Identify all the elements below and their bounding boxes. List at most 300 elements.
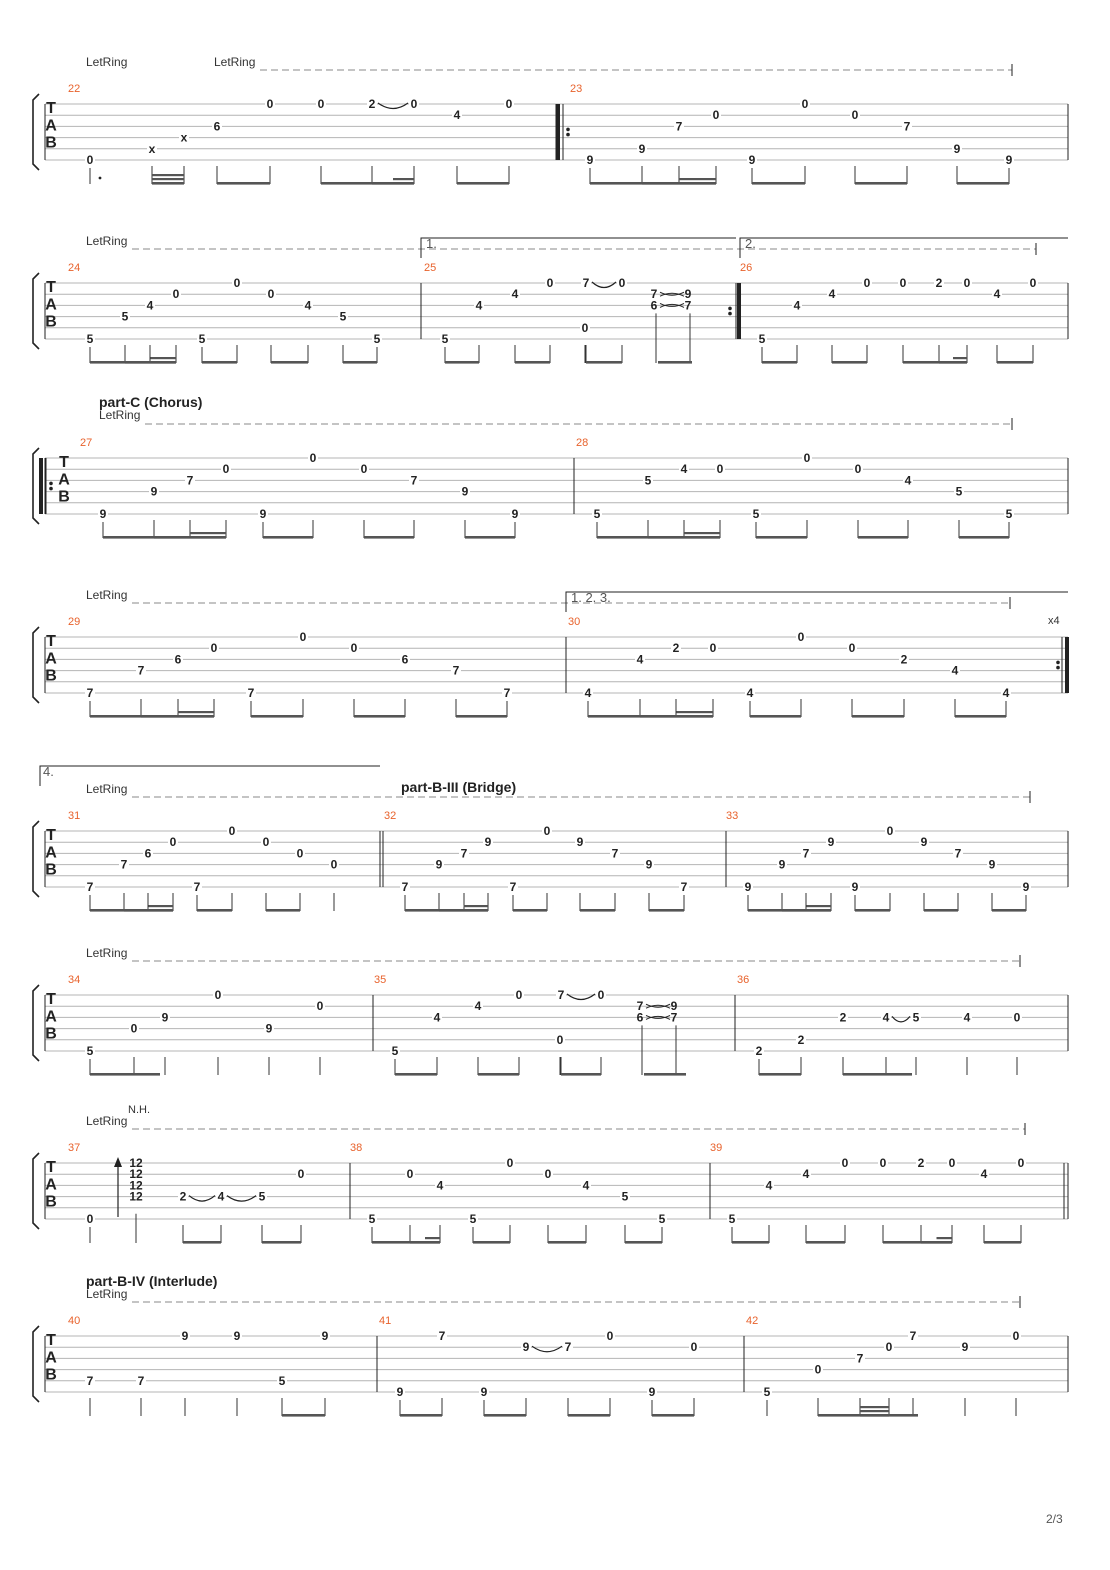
fret-number: 9: [1005, 153, 1013, 167]
tab-clef-letter: T: [46, 1159, 56, 1177]
note-beam: [997, 361, 1033, 364]
fret-number: 0: [544, 1167, 552, 1182]
fret-number: 0: [556, 1032, 564, 1047]
note-beam: [484, 1414, 526, 1417]
fret-number: 0: [716, 462, 724, 477]
repeat-open-thick: [556, 104, 560, 160]
fret-number: 4: [453, 108, 461, 123]
repeat-close-thick: [737, 283, 741, 339]
fret-number: 4: [963, 1010, 971, 1025]
fret-number: 0: [297, 1167, 305, 1182]
note-beam: [759, 1073, 801, 1076]
fret-number: 5: [373, 332, 381, 346]
note-beam: [266, 909, 300, 912]
fret-number: 4: [765, 1178, 773, 1193]
fret-number: 9: [638, 141, 646, 156]
fret-number: 4: [746, 686, 754, 700]
fret-number: 0: [309, 451, 317, 465]
note-beam: [439, 909, 488, 912]
fret-number: 4: [475, 298, 483, 313]
fret-number: 9: [744, 880, 752, 894]
fret-number: 0: [848, 641, 856, 656]
note-beam: [762, 361, 797, 364]
tab-clef-letter: T: [46, 633, 56, 651]
fret-number: 7: [675, 119, 683, 134]
fret-number: 9: [988, 857, 996, 872]
volta-bracket: [740, 238, 1068, 258]
note-beam: [677, 711, 714, 713]
note-beam: [652, 1414, 694, 1417]
repeat-open-thick: [39, 458, 43, 514]
note-beam: [271, 361, 308, 364]
note-beam: [648, 536, 720, 539]
repeat-dot: [49, 482, 53, 486]
fret-number: 9: [748, 153, 756, 167]
repeat-count: x4: [1048, 615, 1060, 627]
note-beam: [852, 715, 904, 718]
staff-system-6: [33, 946, 1068, 1076]
letring-label: LetRing: [99, 408, 141, 422]
fret-number: 4: [680, 462, 688, 477]
fret-number: 7: [802, 846, 810, 861]
tab-clef-letter: A: [45, 1176, 57, 1194]
fret-number: 5: [469, 1212, 477, 1226]
tab-clef-letter: A: [45, 844, 57, 862]
fret-number: 9: [321, 1329, 329, 1343]
note-beam: [992, 909, 1026, 912]
fret-number: 2: [839, 1010, 847, 1025]
staff-system-3: [33, 394, 1068, 539]
fret-number: 5: [86, 332, 94, 346]
fret-number: 7: [611, 846, 619, 861]
note-beam: [939, 361, 967, 364]
fret-number: x: [148, 141, 156, 156]
fret-number: 4: [793, 298, 801, 313]
fret-number: 5: [391, 1044, 399, 1058]
note-beam: [732, 1241, 769, 1244]
fret-number: 0: [360, 462, 368, 477]
staff-bracket: [33, 94, 39, 170]
fret-number: 0: [172, 287, 180, 302]
fret-number: 6: [174, 652, 182, 667]
fret-number: 0: [262, 835, 270, 850]
staff-bracket: [33, 273, 39, 349]
note-beam: [860, 1414, 889, 1417]
measure-number: 28: [576, 437, 589, 449]
fret-number: 7: [86, 1373, 94, 1388]
fret-number: 7: [954, 846, 962, 861]
note-beam: [953, 357, 967, 359]
fret-number: 7: [636, 999, 644, 1014]
fret-number: 0: [581, 320, 589, 335]
note-beam: [959, 536, 1009, 539]
note-beam: [152, 178, 184, 180]
fret-number: 6: [401, 652, 409, 667]
fret-number: 6: [650, 298, 658, 313]
tab-clef-letter: B: [45, 1366, 57, 1384]
fret-number: 4: [951, 663, 959, 678]
fret-number: 0: [299, 630, 307, 644]
fret-number: 7: [452, 663, 460, 678]
fret-number: 0: [222, 462, 230, 477]
fret-number: 5: [86, 1044, 94, 1058]
fret-number: 0: [543, 824, 551, 838]
note-beam: [644, 1073, 686, 1076]
fret-number: x: [180, 130, 188, 145]
note-beam: [625, 1241, 662, 1244]
note-beam: [756, 536, 807, 539]
measure-number: 34: [68, 974, 81, 986]
fret-number: 6: [213, 119, 221, 134]
note-beam: [149, 905, 174, 907]
fret-number: 7: [410, 473, 418, 488]
letring-label: LetRing: [86, 782, 128, 796]
note-beam: [154, 536, 226, 539]
tab-clef-letter: B: [58, 488, 70, 506]
measure-number: 23: [570, 83, 583, 95]
fret-number: 5: [955, 484, 963, 499]
letring-label: LetRing: [86, 55, 128, 69]
tab-clef-letter: B: [45, 1025, 57, 1043]
measure-number: 30: [568, 616, 581, 628]
fret-number: 9: [920, 835, 928, 850]
fret-number: 5: [763, 1385, 771, 1399]
section-title: part-B-IV (Interlude): [86, 1273, 218, 1289]
note-beam: [832, 361, 867, 364]
volta-label: 4.: [43, 764, 54, 779]
fret-number: 2: [917, 1156, 925, 1170]
measure-number: 41: [379, 1315, 392, 1327]
note-beam: [456, 715, 507, 718]
fret-number: 0: [130, 1021, 138, 1036]
fret-number: 0: [330, 857, 338, 872]
fret-number: 0: [316, 999, 324, 1014]
fret-number: 0: [267, 287, 275, 302]
fret-number: 4: [304, 298, 312, 313]
tab-clef-letter: T: [46, 991, 56, 1009]
fret-number: 0: [886, 824, 894, 838]
note-beam: [580, 909, 615, 912]
fret-number: 0: [899, 276, 907, 290]
measure-number: 27: [80, 437, 93, 449]
fret-number: 0: [841, 1156, 849, 1170]
fret-number: 9: [511, 507, 519, 521]
fret-number: 0: [86, 153, 94, 167]
fret-number: 9: [1022, 880, 1030, 894]
letring-label: LetRing: [86, 946, 128, 960]
note-beam: [858, 536, 908, 539]
note-beam: [141, 715, 214, 718]
fret-number: 0: [1029, 276, 1037, 290]
staff-system-8: [33, 1273, 1068, 1417]
fret-number: 4: [980, 1167, 988, 1182]
letring-label: LetRing: [214, 55, 256, 69]
note-beam: [364, 536, 414, 539]
fret-number: 9: [953, 141, 961, 156]
fret-number: 0: [803, 451, 811, 465]
fret-number: 7: [186, 473, 194, 488]
note-beam: [464, 905, 489, 907]
note-beam: [860, 1406, 889, 1408]
fret-number: 0: [690, 1340, 698, 1355]
measure-number: 32: [384, 810, 397, 822]
note-beam: [178, 711, 215, 713]
staff-system-7: [33, 1104, 1068, 1244]
fret-number: 5: [621, 1189, 629, 1204]
note-beam: [125, 361, 176, 364]
measure-number: 22: [68, 83, 81, 95]
fret-number: 7: [856, 1351, 864, 1366]
fret-number: 4: [146, 298, 154, 313]
tab-clef-letter: T: [46, 1332, 56, 1350]
fret-number: 0: [948, 1156, 956, 1170]
fret-number: 0: [885, 1340, 893, 1355]
note-beam: [640, 715, 713, 718]
fret-number: 4: [217, 1189, 225, 1204]
fret-number: 9: [648, 1385, 656, 1399]
fret-number: 2: [755, 1044, 763, 1058]
fret-number: 5: [728, 1212, 736, 1226]
measure-number: 24: [68, 262, 81, 274]
note-beam: [937, 1237, 953, 1239]
fret-number: 4: [474, 999, 482, 1014]
note-beam: [658, 361, 692, 364]
fret-number: 12: [129, 1189, 143, 1204]
measure-number: 33: [726, 810, 739, 822]
fret-number: 5: [198, 332, 206, 346]
fret-number: 0: [506, 1156, 514, 1170]
fret-number: 7: [460, 846, 468, 861]
note-beam: [586, 361, 622, 364]
fret-number: 7: [401, 880, 409, 894]
volta-label: 1.: [426, 236, 437, 251]
fret-number: 9: [150, 484, 158, 499]
volta-bracket: [566, 592, 1068, 612]
note-beam: [152, 182, 184, 185]
repeat-dot: [49, 487, 53, 491]
fret-number: 9: [961, 1340, 969, 1355]
note-beam: [152, 174, 184, 176]
staff-system-1: [33, 55, 1068, 185]
tab-clef-letter: A: [58, 471, 70, 489]
note-beam: [372, 182, 414, 185]
fret-number: 4: [904, 473, 912, 488]
fret-number: 9: [265, 1021, 273, 1036]
fret-number: 9: [670, 999, 678, 1014]
letring-label: LetRing: [86, 1287, 128, 1301]
fret-number: 9: [181, 1329, 189, 1343]
fret-number: 0: [597, 988, 605, 1002]
fret-number: 9: [778, 857, 786, 872]
fret-number: 5: [593, 507, 601, 521]
volta-label: 2.: [745, 236, 756, 251]
measure-number: 29: [68, 616, 81, 628]
staff-bracket: [33, 1326, 39, 1402]
note-beam: [282, 1414, 325, 1417]
staff-bracket: [33, 448, 39, 524]
fret-number: 0: [801, 97, 809, 111]
note-beam: [343, 361, 377, 364]
page-number: 2/3: [1046, 1512, 1063, 1526]
staff-bracket: [33, 985, 39, 1061]
fret-number: 4: [636, 652, 644, 667]
fret-number: 0: [406, 1167, 414, 1182]
arrow-up-icon: [114, 1157, 122, 1167]
fret-number: 0: [879, 1156, 887, 1170]
fret-number: 0: [317, 97, 325, 111]
fret-number: 7: [909, 1329, 917, 1343]
fret-number: 5: [658, 1212, 666, 1226]
note-beam: [548, 1241, 586, 1244]
fret-number: 2: [935, 276, 943, 290]
staff-system-2: [33, 234, 1068, 364]
dot: [99, 177, 102, 180]
note-beam: [684, 532, 720, 534]
fret-number: 9: [435, 857, 443, 872]
fret-number: 7: [503, 686, 511, 700]
fret-number: 5: [278, 1373, 286, 1388]
fret-number: 0: [863, 276, 871, 290]
staff-bracket: [33, 821, 39, 897]
tab-clef-letter: A: [45, 1349, 57, 1367]
fret-number: 0: [169, 835, 177, 850]
fret-number: 7: [247, 686, 255, 700]
fret-number: 4: [511, 287, 519, 302]
fret-number: 7: [670, 1010, 678, 1025]
note-beam: [855, 909, 890, 912]
note-beam: [457, 182, 509, 185]
staff-bracket: [33, 1153, 39, 1229]
note-beam: [955, 715, 1006, 718]
repeat-close-thick: [1065, 637, 1069, 693]
fret-number: 2: [179, 1189, 187, 1204]
fret-number: 5: [758, 332, 766, 346]
fret-number: 0: [515, 988, 523, 1002]
fret-number: 5: [258, 1189, 266, 1204]
note-beam: [921, 1241, 952, 1244]
fret-number: 0: [350, 641, 358, 656]
repeat-dot: [728, 312, 732, 316]
note-beam: [354, 715, 405, 718]
note-beam: [984, 1241, 1021, 1244]
fret-number: 9: [827, 835, 835, 850]
note-beam: [843, 1073, 912, 1076]
fret-number: 7: [509, 880, 517, 894]
fret-number: 9: [851, 880, 859, 894]
fret-number: 4: [882, 1010, 890, 1025]
note-beam: [183, 1241, 221, 1244]
repeat-dot: [1056, 666, 1060, 670]
fret-number: 4: [993, 287, 1001, 302]
fret-number: 2: [672, 641, 680, 656]
fret-number: 5: [912, 1010, 920, 1025]
note-beam: [750, 715, 801, 718]
note-beam: [782, 909, 831, 912]
fret-number: 7: [137, 663, 145, 678]
section-title: part-B-III (Bridge): [401, 779, 517, 795]
tab-clef-letter: A: [45, 650, 57, 668]
fret-number: 9: [161, 1010, 169, 1025]
tab-clef-letter: T: [46, 100, 56, 118]
tab-clef-letter: A: [45, 1008, 57, 1026]
measure-number: 42: [746, 1315, 759, 1327]
fret-number: 12: [129, 1156, 143, 1170]
fret-number: 12: [129, 1178, 143, 1193]
note-beam: [151, 357, 177, 359]
measure-number: 25: [424, 262, 437, 274]
measure-number: 31: [68, 810, 81, 822]
tab-clef-letter: T: [59, 454, 69, 472]
note-beam: [263, 536, 313, 539]
fret-number: 0: [851, 108, 859, 123]
tab-clef-letter: T: [46, 279, 56, 297]
tab-clef-letter: B: [45, 313, 57, 331]
note-beam: [124, 909, 173, 912]
fret-number: 0: [233, 276, 241, 290]
fret-number: 5: [368, 1212, 376, 1226]
fret-number: 9: [396, 1385, 404, 1399]
fret-number: 0: [618, 276, 626, 290]
fret-number: 2: [900, 652, 908, 667]
measure-number: 40: [68, 1315, 81, 1327]
note-beam: [478, 1073, 519, 1076]
repeat-dot: [728, 307, 732, 311]
note-beam: [395, 1073, 437, 1076]
fret-number: 4: [828, 287, 836, 302]
note-beam: [217, 182, 270, 185]
repeat-dot: [1056, 661, 1060, 665]
fret-number: 5: [752, 507, 760, 521]
fret-number: 4: [584, 686, 592, 700]
fret-number: 4: [433, 1010, 441, 1025]
letring-label: LetRing: [86, 588, 128, 602]
fret-number: 0: [1013, 1010, 1021, 1025]
fret-number: 9: [576, 835, 584, 850]
fret-number: 4: [1002, 686, 1010, 700]
fret-number: 0: [505, 97, 513, 111]
fret-number: 7: [903, 119, 911, 134]
fret-number: 12: [129, 1167, 143, 1182]
fret-number: 7: [137, 1373, 145, 1388]
note-beam: [90, 1073, 160, 1076]
note-beam: [473, 1241, 510, 1244]
fret-number: 6: [636, 1010, 644, 1025]
volta-label: 1. 2. 3.: [571, 590, 611, 605]
fret-number: 5: [644, 473, 652, 488]
letring-label: LetRing: [86, 1114, 128, 1128]
fret-number: 0: [854, 462, 862, 477]
fret-number: 9: [522, 1340, 530, 1355]
fret-number: 9: [461, 484, 469, 499]
fret-number: 0: [228, 824, 236, 838]
fret-number: 7: [650, 287, 658, 302]
tab-clef-letter: T: [46, 827, 56, 845]
note-beam: [513, 909, 547, 912]
measure-number: 37: [68, 1142, 81, 1154]
fret-number: 0: [296, 846, 304, 861]
tab-clef-letter: B: [45, 667, 57, 685]
note-beam: [410, 1241, 440, 1244]
fret-number: 7: [438, 1329, 446, 1343]
note-beam: [642, 182, 716, 185]
note-beam: [568, 1414, 610, 1417]
tab-clef-letter: B: [45, 134, 57, 152]
repeat-dot: [566, 128, 570, 132]
fret-number: 7: [193, 880, 201, 894]
note-beam: [860, 1410, 889, 1412]
fret-number: 0: [214, 988, 222, 1002]
fret-number: 9: [99, 507, 107, 521]
